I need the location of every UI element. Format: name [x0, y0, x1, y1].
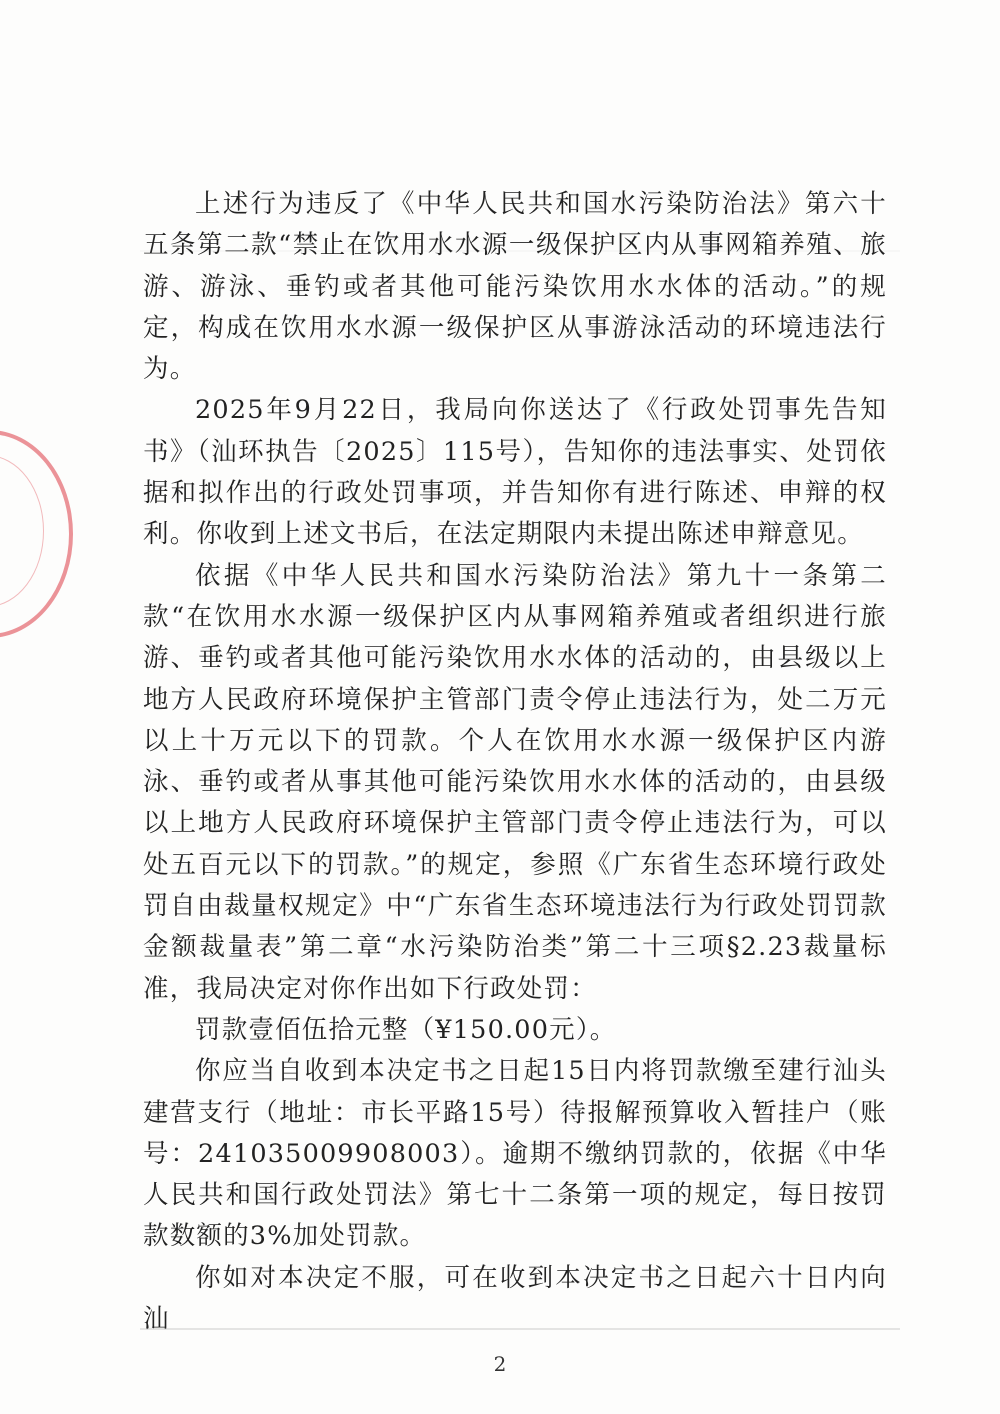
page-number: 2: [493, 1352, 507, 1376]
paragraph-appeal: 你如对本决定不服，可在收到本决定书之日起六十日内向汕: [143, 1262, 887, 1335]
paragraph-payment: 你应当自收到本决定书之日起15日内将罚款缴至建行汕头建营支行（地址：市长平路15号）待报解预算收入暂挂户（账号：241035009908003）。逾期不缴纳罚款的，依据《中华人民共和国行政处罚法》第七十二条第一项的规定，每日按罚款数额的3%加处罚款。: [143, 1056, 887, 1252]
bleed-through-rule: [140, 1328, 900, 1330]
paragraph-notice: 2025年9月22日，我局向你送达了《行政处罚事先告知书》（汕环执告〔2025〕115号），告知你的违法事实、处罚依据和拟作出的行政处罚事项，并告知你有进行陈述、申辩的权利。你收到上述文书后，在法定期限内未提出陈述申辩意见。: [143, 395, 887, 550]
paragraph-legal-basis: 依据《中华人民共和国水污染防治法》第九十一条第二款“在饮用水水源一级保护区内从事网箱养殖或者组织进行旅游、垂钓或者其他可能污染饮用水水体的活动的，由县级以上地方人民政府环境保护主管部门责令停止违法行为，处二万元以上十万元以下的罚款。个人在饮用水水源一级保护区内游泳、垂钓或者从事其他可能污染饮用水水体的活动的，由县级以上地方人民政府环境保护主管部门责令停止违法行为，可以处五百元以下的罚款。”的规定，参照《广东省生态环境行政处罚自由裁量权规定》中“广东省生态环境违法行为行政处罚罚款金额裁量表”第二章“水污染防治类”第二十三项§2.23裁量标准，我局决定对你作出如下行政处罚：: [143, 560, 887, 1004]
document-body: [143, 184, 887, 1340]
paragraph-penalty: 罚款壹佰伍拾元整（¥150.00元）。: [195, 1014, 617, 1045]
paragraph-violation: 上述行为违反了《中华人民共和国水污染防治法》第六十五条第二款“禁止在饮用水水源一级保护区内从事网箱养殖、旅游、游泳、垂钓或者其他可能污染饮用水水体的活动。”的规定，构成在饮用水水源一级保护区从事游泳活动的环境违法行为。: [143, 189, 887, 385]
